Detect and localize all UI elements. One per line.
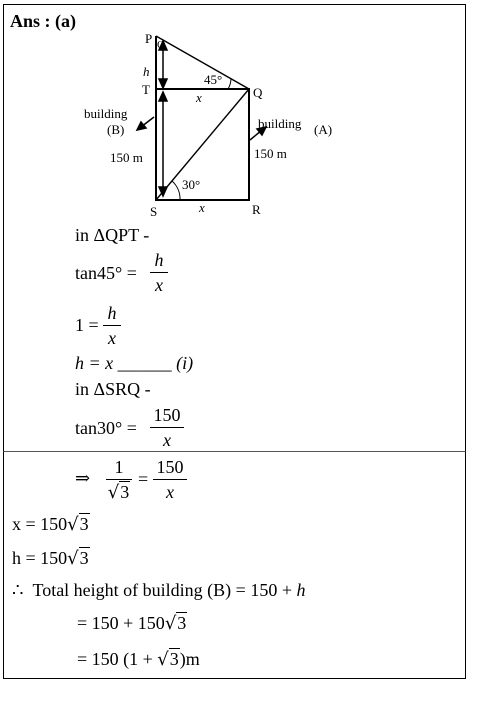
step-tan45-lhs: tan45° =: [75, 263, 137, 283]
label-h: h: [143, 64, 150, 79]
step-h-equals-x: h = x ______ (i): [75, 353, 194, 373]
total-height-line: ∴ Total height of building (B) = 150 + h: [12, 580, 306, 600]
label-angle-30: 30°: [182, 177, 201, 192]
angle-arc-30: [172, 181, 180, 200]
fraction-150-over-x-2: 150 x: [153, 458, 187, 501]
fraction-h-over-x-1: h x: [150, 251, 168, 294]
label-o: O: [157, 39, 165, 51]
building-b-arrow: [137, 117, 154, 130]
step-in-srq: in ΔSRQ -: [75, 379, 151, 399]
height-arrow-150: [159, 92, 167, 196]
buildings-diagram: [0, 0, 494, 230]
total-line-2: = 150 + 150√3: [77, 613, 187, 634]
fraction-h-over-x-2: h x: [103, 304, 121, 347]
label-p: P: [145, 31, 153, 46]
x-result: x = 150√3: [12, 514, 89, 535]
label-x-top: x: [196, 90, 202, 105]
implies-arrow: ⇒: [75, 468, 91, 489]
label-building-b: building: [84, 106, 128, 121]
label-q: Q: [253, 85, 263, 100]
fraction-1-over-root3: 1 √3: [106, 458, 132, 502]
step-tan30-lhs: tan30° =: [75, 418, 137, 438]
label-building-a-tag: (A): [314, 122, 333, 137]
label-left-height: 150 m: [110, 150, 143, 165]
label-r: R: [252, 202, 261, 217]
line-sq: [156, 89, 249, 200]
step-one-lhs: 1 =: [75, 315, 99, 335]
label-building-a: building: [258, 116, 302, 131]
line-pq: [156, 36, 249, 89]
fraction-150-over-x-1: 150 x: [150, 406, 184, 449]
label-s: S: [150, 204, 158, 219]
answer-heading: Ans : (a): [10, 11, 76, 31]
equals-sign: =: [138, 469, 149, 489]
step-in-qpt: in ΔQPT -: [75, 225, 150, 245]
h-result: h = 150√3: [12, 548, 89, 569]
total-line-3: = 150 (1 + √3)m: [77, 649, 200, 670]
label-t: T: [142, 82, 150, 97]
label-angle-45: 45°: [204, 72, 223, 87]
label-building-b-tag: (B): [107, 122, 125, 137]
angle-arc-45: [228, 79, 231, 89]
label-right-height: 150 m: [254, 146, 287, 161]
label-x-bottom: x: [199, 200, 205, 215]
